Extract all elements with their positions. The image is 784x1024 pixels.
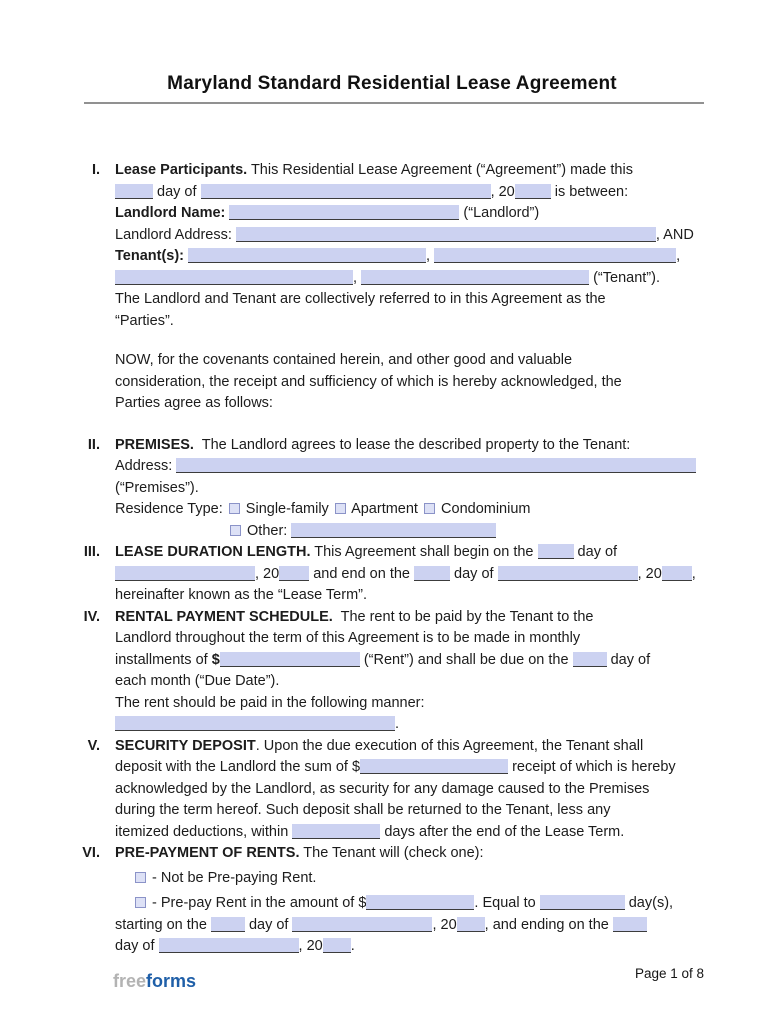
text-run: day of [153, 183, 201, 200]
blank-field[interactable] [176, 458, 696, 473]
text-run: , [676, 248, 681, 264]
document-footer [113, 966, 704, 992]
title-divider [84, 102, 704, 104]
form-line [115, 456, 705, 478]
text-run: receipt of which is hereby [508, 759, 676, 775]
text-run-bold: LEASE DURATION LENGTH. [115, 544, 311, 560]
section [72, 607, 705, 736]
text-run: , 20 [255, 565, 280, 582]
text-run: - Pre-pay Rent in the amount of $ [148, 895, 367, 911]
blank-field[interactable] [291, 523, 496, 538]
section-numeral: VI. [82, 845, 100, 861]
document-body [72, 160, 705, 958]
form-line [115, 393, 705, 415]
text-run: starting on the [115, 916, 211, 933]
text-run: is between: [550, 183, 629, 200]
form-line [115, 246, 705, 268]
text-run: The rent should be paid in the following manner: [115, 694, 425, 711]
text-run-bold: PREMISES. [115, 436, 194, 453]
text-run: day of [606, 651, 651, 668]
blank-field[interactable] [498, 566, 638, 581]
text-run: deposit with the Landlord the sum of $ [115, 759, 361, 775]
form-line [115, 822, 705, 844]
form-line [115, 868, 705, 890]
checkbox[interactable] [135, 897, 146, 908]
paragraph [72, 350, 705, 415]
indent-spacer [115, 906, 133, 907]
form-line [115, 350, 705, 372]
blank-field[interactable] [188, 248, 426, 263]
blank-field[interactable] [515, 184, 551, 199]
indent-spacer [115, 534, 228, 535]
form-line [115, 607, 705, 629]
form-line [115, 915, 705, 937]
form-line [115, 499, 705, 521]
text-run: days after the end of the Lease Term. [380, 823, 625, 840]
blank-field[interactable] [115, 566, 255, 581]
text-run: The rent to be paid by the Tenant to the [332, 608, 594, 625]
blank-field[interactable] [366, 895, 474, 910]
text-run: during the term hereof. Such deposit shall be returned to the Tenant, less any [115, 802, 611, 818]
form-line [115, 311, 705, 333]
blank-field[interactable] [540, 895, 625, 910]
text-run: Other: [243, 522, 292, 539]
section-numeral: I. [91, 162, 100, 178]
text-run: day of [244, 916, 293, 933]
text-run: . Upon the due execution of this Agreement, the Tenant shall [255, 737, 644, 754]
text-run: and end on the [309, 565, 415, 582]
text-run-bold: $ [211, 651, 220, 668]
text-run-bold: PRE-PAYMENT OF RENTS. [115, 845, 300, 861]
text-run: , [691, 565, 696, 582]
text-run: Apartment [347, 501, 422, 517]
section [72, 843, 705, 958]
document-title: Maryland Standard Residential Lease Agreement [167, 73, 617, 94]
text-run: acknowledged by the Landlord, as security for any damage caused to the Premises [115, 780, 650, 797]
text-run: Condominium [437, 501, 531, 517]
text-run: (“Rent”) and shall be due on the [359, 651, 573, 668]
document-header [0, 0, 784, 104]
section [72, 542, 705, 607]
blank-field[interactable] [211, 917, 245, 932]
text-run: This Residential Lease Agreement (“Agreement”) made this [247, 162, 633, 178]
form-line [115, 650, 705, 672]
form-line [115, 225, 705, 247]
checkbox[interactable] [230, 525, 241, 536]
blank-field[interactable] [220, 652, 360, 667]
logo-text-forms: forms [146, 971, 197, 991]
blank-field[interactable] [229, 205, 459, 220]
section [72, 160, 705, 332]
section-body [115, 160, 705, 332]
text-run: , 20 [432, 916, 457, 933]
form-line [115, 268, 705, 290]
blank-field[interactable] [414, 566, 450, 581]
text-run: , 20 [637, 565, 662, 582]
text-run: , AND [655, 226, 694, 243]
section-numeral: III. [83, 544, 100, 560]
text-run: day(s), [624, 895, 674, 911]
text-run: (“Tenant”). [589, 269, 660, 286]
section-numeral: II. [87, 436, 100, 453]
text-run: Parties agree as follows: [115, 395, 273, 411]
text-run: hereinafter known as the “Lease Term”. [115, 587, 368, 603]
section-numeral: V. [87, 737, 100, 754]
text-run: Landlord throughout the term of this Agreement is to be made in monthly [115, 630, 581, 646]
logo-text-free: free [113, 971, 147, 991]
freeforms-logo [113, 966, 196, 992]
text-run: Address: [115, 458, 177, 474]
blank-field[interactable] [323, 938, 351, 953]
form-line [115, 628, 705, 650]
section-body [115, 607, 705, 736]
text-run: NOW, for the covenants contained herein, and other good and valuable [115, 352, 573, 368]
checkbox[interactable] [135, 872, 146, 883]
section [72, 736, 705, 844]
text-run: , 20 [490, 183, 515, 200]
text-run-bold: Tenant(s): [115, 248, 189, 264]
text-run: Landlord Address: [115, 226, 236, 243]
section [72, 435, 705, 543]
form-line [115, 893, 705, 915]
section-body [115, 435, 705, 543]
text-run-bold: Landlord Name: [115, 205, 230, 221]
page-number: Page 1 of 8 [634, 966, 704, 981]
form-line [115, 800, 705, 822]
text-run: “Parties”. [115, 312, 174, 329]
text-run: day of [450, 565, 498, 582]
text-run: consideration, the receipt and sufficiency of which is hereby acknowledged, the [115, 373, 622, 390]
form-line [115, 693, 705, 715]
indent-spacer [115, 881, 133, 882]
blank-field[interactable] [115, 270, 353, 285]
section-body [115, 542, 705, 607]
blank-field[interactable] [236, 227, 656, 242]
section-numeral [72, 350, 100, 415]
form-line [115, 182, 705, 204]
form-line [115, 372, 705, 394]
text-run: The Tenant will (check one): [299, 845, 484, 861]
text-run: (“Premises”). [115, 479, 199, 496]
text-run: , and ending on the [484, 916, 613, 933]
blank-field[interactable] [115, 184, 153, 199]
text-run: The Landlord and Tenant are collectively referred to in this Agreement as the [115, 291, 606, 307]
blank-field[interactable] [457, 917, 485, 932]
text-run: , 20 [298, 938, 323, 954]
blank-field[interactable] [115, 716, 395, 731]
section-body [115, 350, 705, 415]
text-run: Residence Type: [115, 501, 227, 517]
text-run: itemized deductions, within [115, 823, 293, 840]
form-line [115, 671, 705, 693]
text-run: installments of [115, 651, 212, 668]
text-run: , [426, 248, 435, 264]
text-run: . [350, 938, 355, 954]
text-run: , [353, 269, 362, 286]
blank-field[interactable] [613, 917, 647, 932]
form-line [115, 203, 705, 225]
text-run-bold: Lease Participants. [115, 162, 248, 178]
form-line [115, 757, 705, 779]
text-run: . [395, 716, 400, 732]
section-body [115, 736, 705, 844]
text-run: day of [115, 938, 159, 954]
blank-field[interactable] [538, 544, 574, 559]
checkbox[interactable] [229, 503, 240, 514]
text-run: (“Landlord”) [459, 205, 540, 221]
form-line [115, 736, 705, 758]
section-numeral: IV. [83, 608, 100, 625]
form-line [115, 289, 705, 311]
section-body [115, 843, 705, 958]
text-run: each month (“Due Date”). [115, 673, 280, 689]
text-run: This Agreement shall begin on the [310, 544, 538, 560]
blank-field[interactable] [360, 759, 508, 774]
blank-field[interactable] [201, 184, 491, 199]
blank-field[interactable] [662, 566, 692, 581]
form-line [115, 521, 705, 543]
blank-field[interactable] [573, 652, 607, 667]
blank-field[interactable] [279, 566, 309, 581]
text-run-bold: RENTAL PAYMENT SCHEDULE. [115, 608, 333, 625]
text-run: - Not be Pre-paying Rent. [148, 869, 317, 886]
checkbox[interactable] [424, 503, 435, 514]
blank-field[interactable] [434, 248, 676, 263]
blank-field[interactable] [292, 824, 380, 839]
text-run-bold: SECURITY DEPOSIT [115, 737, 256, 754]
text-run: Single-family [241, 501, 333, 517]
form-line [115, 160, 705, 182]
blank-field[interactable] [159, 938, 299, 953]
text-run: day of [573, 544, 618, 560]
form-line [115, 542, 705, 564]
form-line [115, 936, 705, 958]
blank-field[interactable] [361, 270, 589, 285]
text-run: The Landlord agrees to lease the described property to the Tenant: [193, 436, 631, 453]
form-line [115, 478, 705, 500]
form-line [115, 435, 705, 457]
text-run: . Equal to [474, 895, 540, 911]
form-line [115, 564, 705, 586]
blank-field[interactable] [292, 917, 432, 932]
form-line [115, 714, 705, 736]
form-line [115, 779, 705, 801]
form-line [115, 843, 705, 865]
checkbox[interactable] [335, 503, 346, 514]
form-line [115, 585, 705, 607]
